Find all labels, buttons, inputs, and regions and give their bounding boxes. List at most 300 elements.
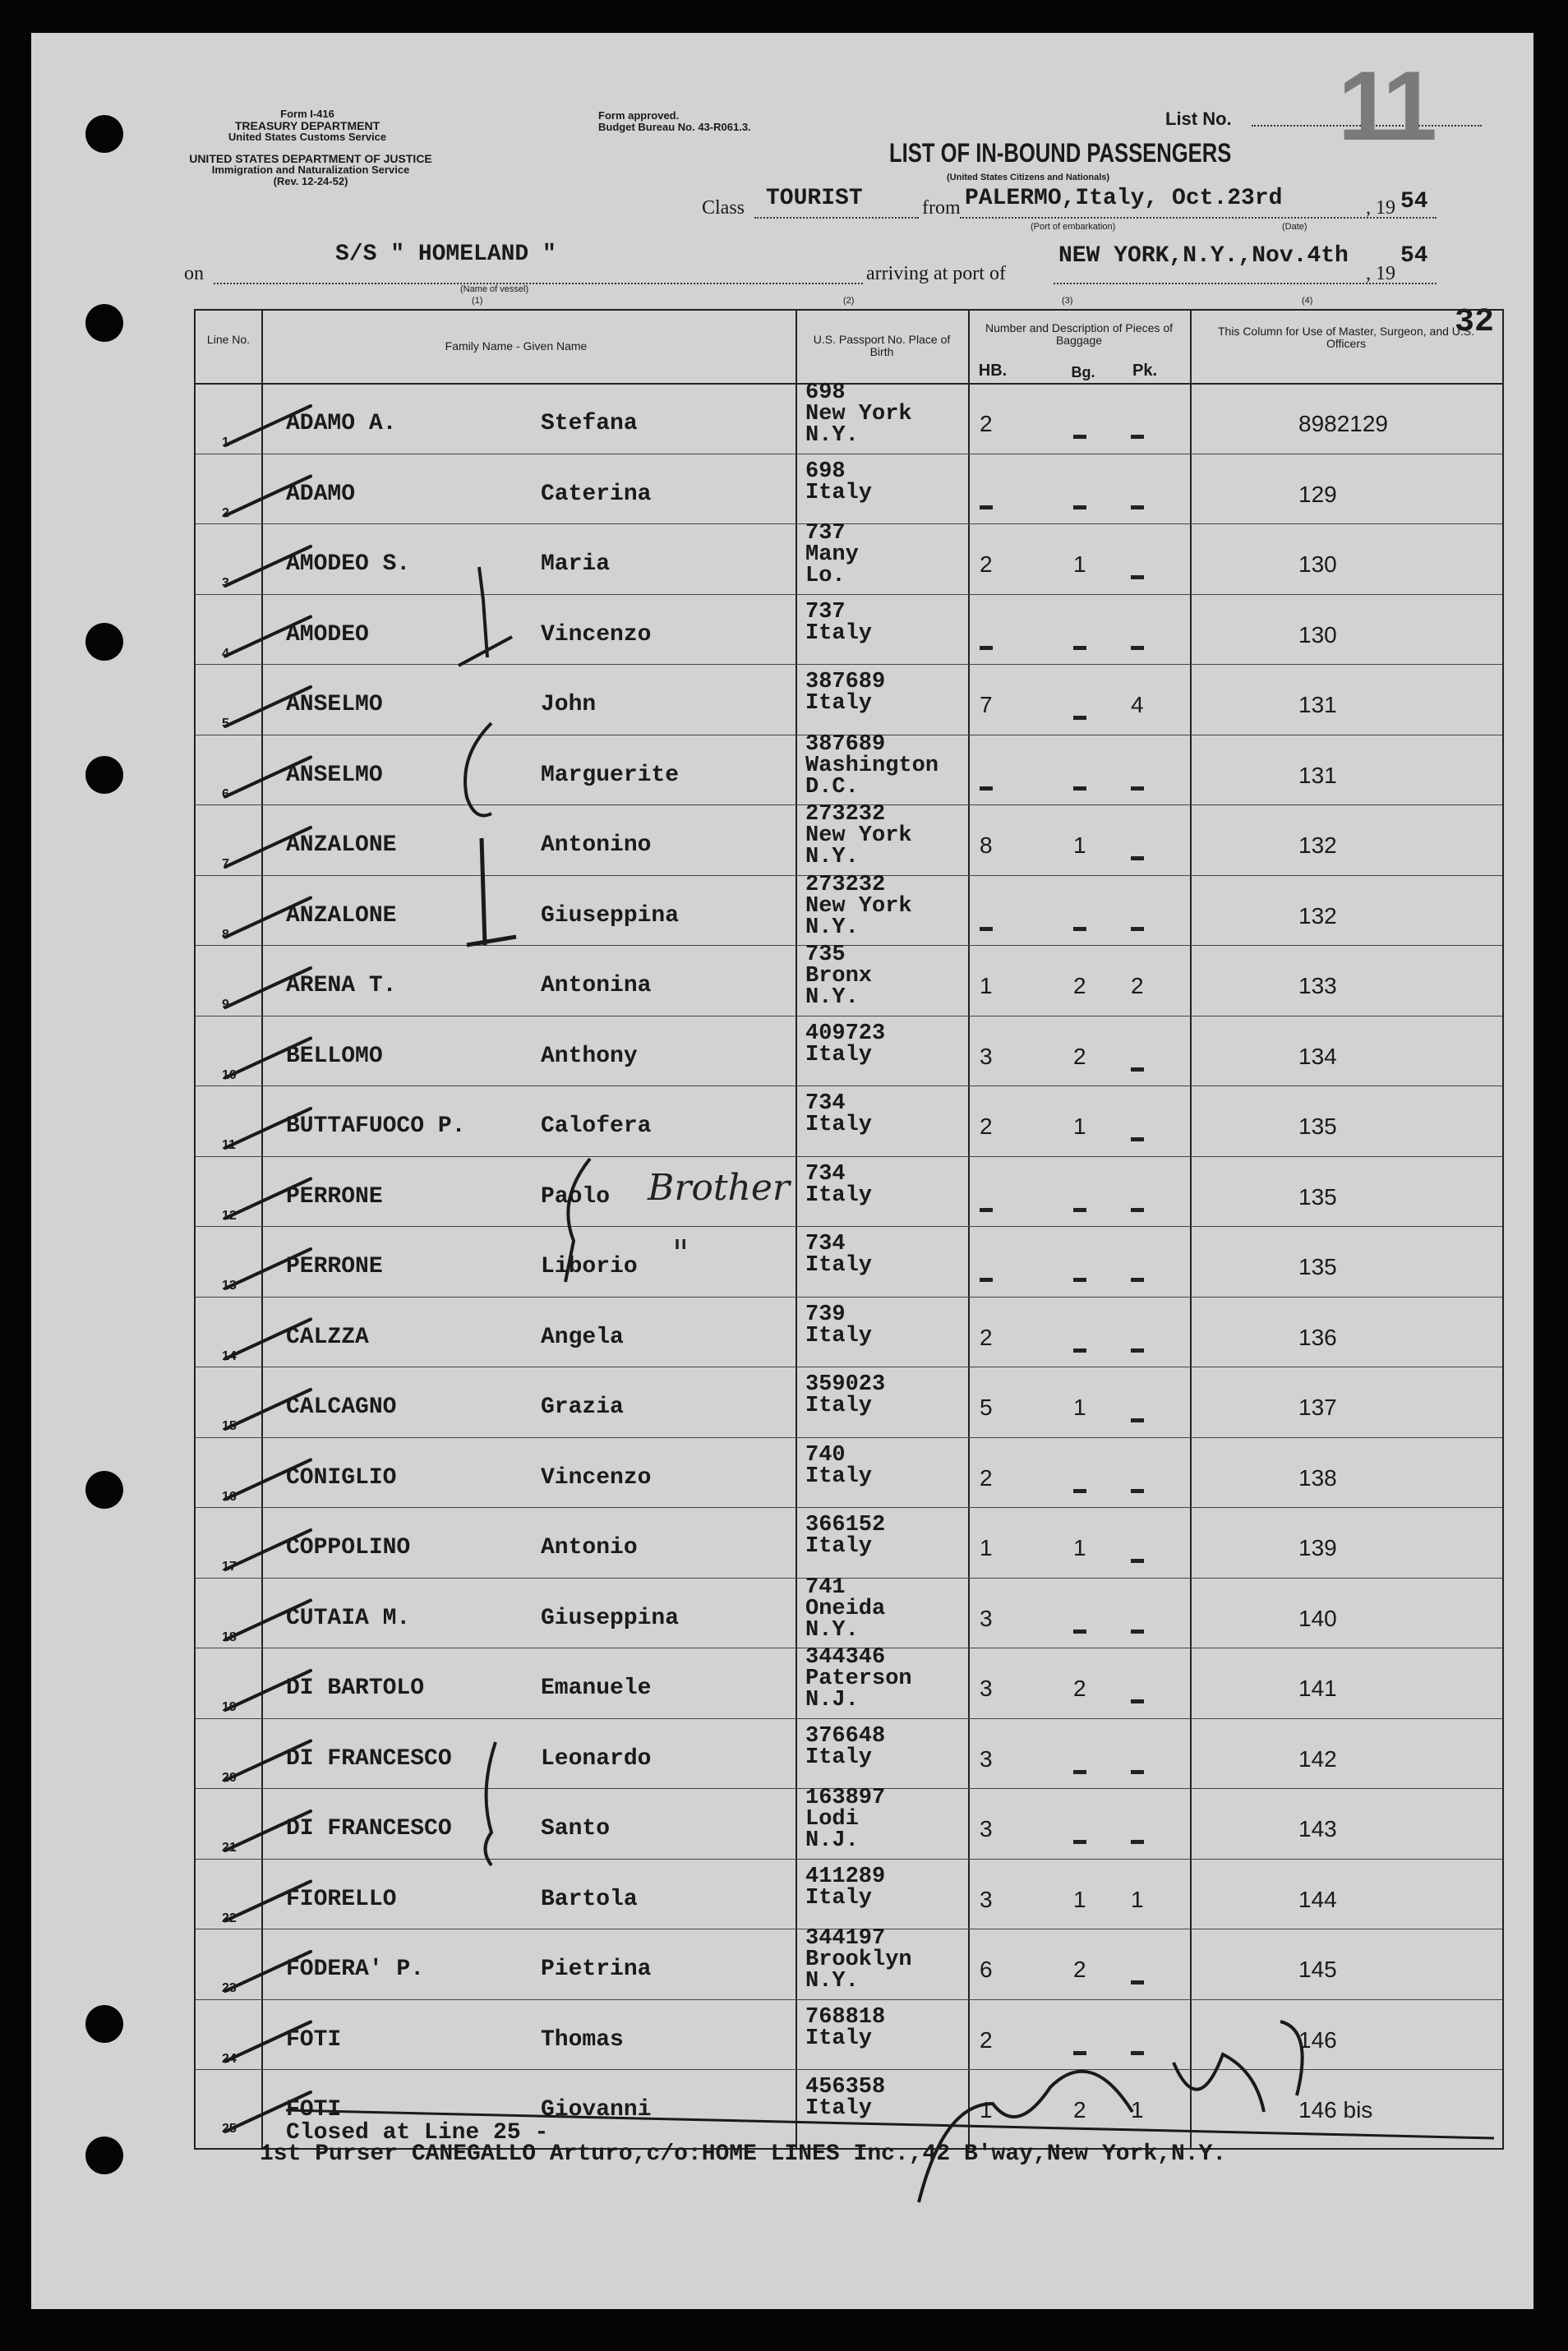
arriving-label: arriving at port of [866,263,1006,284]
punch-hole [85,623,123,661]
baggage-bg [1073,1265,1086,1292]
baggage-hb: 2 [980,1324,993,1350]
baggage-hb [980,493,993,519]
brother-annotation: Brother [648,1167,790,1209]
given-name: Bartola [541,1886,638,1912]
passport-line: N.Y. [805,423,859,448]
baggage-hb: 3 [980,1816,993,1842]
officer-number: 143 [1298,1816,1337,1842]
col-header-bg: Bg. [1071,364,1095,380]
given-name: Grazia [541,1394,624,1420]
passport-line: Washington [805,753,939,778]
passport-line: 344346 [805,1645,886,1670]
baggage-bg [1073,1828,1086,1854]
ditto-mark [1073,435,1086,439]
ditto-mark [1131,1137,1144,1141]
row-divider [196,1999,1502,2000]
given-name: Angela [541,1324,624,1350]
given-name: Vincenzo [541,621,652,648]
passport-line: Oneida [805,1596,886,1621]
family-name: DI FRANCESCO [286,1745,452,1772]
family-name: CALZZA [286,1324,369,1350]
family-name: FOTI [286,2097,342,2123]
ditto-mark [980,646,993,650]
ditto-mark [1131,1699,1144,1703]
baggage-bg [1073,422,1086,449]
given-name: Giuseppina [541,1605,680,1631]
baggage-pk [1131,2039,1144,2065]
col-num-4: (4) [1302,296,1313,306]
baggage-pk [1131,493,1144,519]
passport-line: 344197 [805,1926,886,1951]
family-name: ANSELMO [286,762,383,788]
baggage-pk [1131,844,1144,870]
baggage-bg [1073,774,1086,800]
given-name: Emanuele [541,1676,652,1701]
baggage-bg: 1 [1073,832,1086,858]
officer-number: 129 [1298,481,1337,507]
passport-line: 411289 [805,1864,886,1889]
punch-hole [85,756,123,794]
line-number: 23 [222,1981,237,1995]
passport-line: 735 [805,943,846,967]
passport-line: Lo. [805,564,846,588]
baggage-pk [1131,915,1144,941]
passport-line: Italy [805,1885,873,1911]
family-name: PERRONE [286,1254,383,1279]
passport-line: Italy [805,2026,873,2051]
line-number: 9 [222,998,229,1012]
baggage-hb: 5 [980,1394,993,1420]
given-name: Leonardo [541,1745,652,1772]
family-name: FODERA' P. [286,1957,425,1982]
given-name: Thomas [541,2026,624,2053]
row-divider [196,1226,1502,1227]
ditto-mark [1131,786,1144,791]
officer-number: 135 [1298,1113,1337,1139]
arrival-year: 54 [1400,243,1428,269]
officer-number: 8982129 [1298,411,1389,436]
ditto-mark [1073,786,1086,791]
row-divider [196,1437,1502,1438]
justice-block: UNITED STATES DEPARTMENT OF JUSTICE Immigration and Naturalization Service (Rev. 12-24-52) [189,152,432,187]
line-number: 24 [222,2051,237,2066]
baggage-hb: 3 [980,1745,993,1772]
passport-line: Italy [805,1464,873,1489]
ditto-mark [1131,646,1144,650]
given-name: Santo [541,1816,611,1842]
closed-note: Closed at Line 25 - [286,2120,549,2146]
line-number: 22 [222,1911,237,1925]
passport-line: 366152 [805,1513,886,1537]
ditto-mark [1073,1278,1086,1282]
baggage-hb: 3 [980,1605,993,1631]
col-header-officers: This Column for Use of Master, Surgeon, and U.S. Officers [1217,325,1475,350]
ditto-mark [1131,1489,1144,1493]
passport-line: New York [805,402,912,426]
baggage-pk [1131,1968,1144,1994]
ditto-mark [1131,1348,1144,1353]
passport-line: Paterson [805,1666,912,1691]
baggage-bg: 1 [1073,1886,1086,1912]
line-number: 10 [222,1067,237,1082]
baggage-bg: 1 [1073,551,1086,577]
passport-line: 273232 [805,802,886,827]
baggage-bg: 2 [1073,1043,1086,1069]
baggage-pk [1131,774,1144,800]
passport-line: Italy [805,1113,873,1137]
col-divider [968,311,970,2148]
ditto-mark [1073,505,1086,509]
baggage-hb: 3 [980,1886,993,1912]
officer-number: 138 [1298,1464,1337,1491]
baggage-hb: 3 [980,1676,993,1701]
family-name: ANZALONE [286,902,397,929]
passport-line: 734 [805,1161,846,1187]
class-rule [754,217,919,219]
baggage-hb: 3 [980,1043,993,1069]
baggage-pk [1131,422,1144,449]
list-label: List No. [1165,108,1232,129]
line-number: 2 [222,505,229,520]
title-sub: (United States Citizens and Nationals) [947,173,1110,182]
baggage-bg [1073,1617,1086,1643]
baggage-bg [1073,915,1086,941]
given-name: Antonino [541,832,652,858]
passport-line: Italy [805,1323,873,1348]
baggage-hb [980,915,993,941]
family-name: BUTTAFUOCO P. [286,1113,466,1139]
line-number: 7 [222,857,229,871]
baggage-pk [1131,1828,1144,1854]
baggage-bg [1073,634,1086,660]
given-name: Caterina [541,481,652,507]
family-name: DI FRANCESCO [286,1816,452,1842]
col-header-name: Family Name - Given Name [445,339,588,353]
officer-number: 139 [1298,1535,1337,1560]
date-caption: (Date) [1282,222,1307,232]
from-year-prefix: , 19 [1366,197,1395,219]
class-label: Class [702,197,745,219]
baggage-bg [1073,1196,1086,1222]
passport-line: Italy [805,1534,873,1559]
passport-line: N.J. [805,1688,859,1713]
baggage-hb: 2 [980,2026,993,2053]
passport-line: Italy [805,620,873,646]
passport-line: 768818 [805,2004,886,2030]
officer-number: 131 [1298,692,1337,717]
passport-line: Italy [805,480,873,505]
passport-line: 740 [805,1442,846,1468]
baggage-bg: 2 [1073,1957,1086,1982]
ditto-mark [1131,1418,1144,1422]
line-number: 12 [222,1208,237,1223]
baggage-pk [1131,1055,1144,1081]
given-name: Stefana [541,411,638,436]
family-name: ANSELMO [286,692,383,717]
passport-line: 273232 [805,872,886,897]
passport-line: N.Y. [805,915,859,940]
passport-line: 387689 [805,670,886,694]
ditto-mark [1131,435,1144,439]
baggage-hb: 2 [980,1113,993,1139]
passport-line: 698 [805,380,846,405]
row-divider [196,1156,1502,1157]
baggage-bg: 2 [1073,973,1086,998]
ditto-mark [1131,1067,1144,1072]
passport-line: Italy [805,1394,873,1418]
arrival-value: NEW YORK,N.Y.,Nov.4th [1058,243,1349,269]
baggage-hb [980,774,993,800]
line-number: 17 [222,1560,237,1574]
passport-line: 387689 [805,731,886,757]
passport-line: Italy [805,1182,873,1208]
family-name: CALCAGNO [286,1394,397,1420]
officer-number: 144 [1298,1886,1337,1912]
baggage-hb: 6 [980,1957,993,1982]
baggage-hb: 2 [980,411,993,436]
ditto-mark [980,1208,993,1212]
ditto-mark [980,927,993,931]
line-number: 25 [222,2122,237,2136]
from-year: 54 [1400,189,1428,214]
passport-line: N.J. [805,1828,859,1853]
col-num-3: (3) [1062,296,1073,306]
baggage-pk [1131,1617,1144,1643]
passport-line: 734 [805,1232,846,1256]
ditto-mark [1131,1278,1144,1282]
col-num-2: (2) [843,296,855,306]
family-name: ADAMO [286,481,356,507]
passport-line: D.C. [805,774,859,800]
row-divider [196,1718,1502,1719]
row-divider [196,664,1502,665]
passport-line: Italy [805,1745,873,1770]
line-number: 8 [222,927,229,942]
row-divider [196,1859,1502,1860]
ditto-mark [1131,1980,1144,1985]
line-number: 18 [222,1630,237,1644]
arrival-year-prefix: , 19 [1366,263,1395,284]
given-name: Paolo [541,1183,611,1210]
officer-number: 140 [1298,1605,1337,1631]
family-name: AMODEO [286,621,369,648]
form-block: Form I-416 TREASURY DEPARTMENT United States Customs Service [228,108,387,143]
officer-number: 142 [1298,1745,1337,1772]
ditto-mark [980,505,993,509]
ditto-mark [1131,856,1144,860]
col-header-line: Line No. [206,333,251,346]
baggage-pk [1131,1406,1144,1432]
class-value: TOURIST [766,186,863,211]
baggage-hb: 7 [980,692,993,717]
punch-hole [85,2137,123,2174]
line-number: 1 [222,436,229,449]
baggage-hb: 1 [980,1535,993,1560]
baggage-pk [1131,1687,1144,1713]
from-value: PALERMO,Italy, Oct.23rd [965,186,1283,211]
officer-number: 135 [1298,1183,1337,1210]
baggage-hb: 2 [980,551,993,577]
purser-note: 1st Purser CANEGALLO Arturo,c/o:HOME LINES Inc.,42 B'way,New York,N.Y. [260,2141,1227,2167]
officer-number: 137 [1298,1394,1337,1420]
from-rule [960,217,1437,219]
line-number: 11 [222,1138,236,1152]
passport-line: 737 [805,599,846,625]
family-name: CONIGLIO [286,1464,397,1491]
ditto-annotation: " [672,1233,689,1275]
family-name: PERRONE [286,1183,383,1210]
page-number: 32 [1455,304,1495,341]
passport-line: 376648 [805,1723,886,1749]
list-number: 11 [1338,51,1432,161]
baggage-bg [1073,493,1086,519]
baggage-bg: 1 [1073,1113,1086,1139]
col-num-1: (1) [472,296,483,306]
family-name: FOTI [286,2026,342,2053]
punch-hole [85,115,123,153]
baggage-hb [980,1265,993,1292]
ditto-mark [1131,2051,1144,2055]
passport-line: 359023 [805,1372,886,1397]
baggage-bg: 2 [1073,2097,1086,2123]
passport-line: 409723 [805,1021,886,1046]
given-name: Vincenzo [541,1464,652,1491]
budget-block: Form approved. Budget Bureau No. 43-R061.3. [598,109,751,133]
passport-line: Lodi [805,1807,859,1832]
officer-number: 146 [1298,2026,1337,2053]
ditto-mark [1073,646,1086,650]
family-name: ANZALONE [286,832,397,858]
manifest-sheet [31,33,1533,2309]
ditto-mark [1073,716,1086,720]
row-divider [196,2069,1502,2070]
baggage-hb [980,1196,993,1222]
vessel-caption: (Name of vessel) [460,284,529,294]
col-header-passport: U.S. Passport No. Place of Birth [813,333,951,358]
passport-line: 456358 [805,2075,886,2100]
officer-number: 130 [1298,551,1337,577]
ditto-mark [1131,1559,1144,1563]
baggage-pk: 1 [1131,1886,1144,1912]
ditto-mark [1131,1630,1144,1634]
officer-number: 135 [1298,1254,1337,1279]
given-name: Pietrina [541,1957,652,1982]
passport-line: N.Y. [805,1617,859,1643]
given-name: Liborio [541,1254,638,1279]
line-number: 16 [222,1489,237,1504]
line-number: 19 [222,1700,237,1714]
col-header-pk: Pk. [1132,362,1158,380]
col-divider [261,311,263,2148]
ditto-mark [1131,1208,1144,1212]
family-name: FIORELLO [286,1886,397,1912]
col-divider [1190,311,1192,2148]
passport-line: 734 [805,1091,846,1116]
passport-line: Italy [805,2096,873,2121]
baggage-pk [1131,1547,1144,1573]
baggage-bg [1073,703,1086,730]
officer-number: 132 [1298,902,1337,929]
ditto-mark [1073,1489,1086,1493]
row-divider [196,1297,1502,1298]
from-label: from [922,197,961,219]
ditto-mark [1131,505,1144,509]
col-divider [796,311,797,2148]
baggage-pk [1131,1758,1144,1784]
page-title: LIST OF IN-BOUND PASSENGERS [889,138,1232,168]
punch-hole [85,304,123,342]
baggage-hb: 2 [980,1464,993,1491]
punch-hole [85,2005,123,2043]
baggage-hb: 1 [980,973,993,998]
row-divider [196,1578,1502,1579]
baggage-bg: 2 [1073,1676,1086,1701]
baggage-pk [1131,1336,1144,1362]
passport-line: Italy [805,691,873,716]
passport-line: Italy [805,1042,873,1067]
officer-number: 130 [1298,621,1337,648]
family-name: BELLOMO [286,1043,383,1069]
ditto-mark [980,786,993,791]
passport-line: New York [805,893,912,919]
given-name: Antonina [541,973,652,998]
family-name: ADAMO A. [286,411,397,436]
baggage-pk: 2 [1131,973,1144,998]
line-number: 15 [222,1419,237,1433]
family-name: COPPOLINO [286,1535,411,1560]
on-label: on [184,263,204,284]
line-number: 4 [222,646,229,661]
baggage-bg [1073,1758,1086,1784]
officer-number: 132 [1298,832,1337,858]
officer-number: 136 [1298,1324,1337,1350]
baggage-pk [1131,1265,1144,1292]
baggage-bg: 1 [1073,1394,1086,1420]
ditto-mark [1073,1208,1086,1212]
given-name: Giovanni [541,2097,652,2123]
officer-number: 134 [1298,1043,1337,1069]
ditto-mark [1131,1770,1144,1774]
passport-line: Many [805,542,859,567]
given-name: Anthony [541,1043,638,1069]
ditto-mark [1073,2051,1086,2055]
family-name: ARENA T. [286,973,397,998]
given-name: Maria [541,551,611,577]
ditto-mark [980,1278,993,1282]
given-name: Antonio [541,1535,638,1560]
line-number: 14 [222,1348,237,1363]
passport-line: Italy [805,1253,873,1278]
officer-number: 133 [1298,973,1337,998]
passenger-table [194,309,1504,2150]
port-caption: (Port of embarkation) [1031,222,1116,232]
passport-line: Brooklyn [805,1948,912,1972]
row-divider [196,594,1502,595]
officer-number: 131 [1298,762,1337,788]
passport-line: N.Y. [805,985,859,1010]
given-name: Giuseppina [541,902,680,929]
row-divider [196,945,1502,946]
family-name: DI BARTOLO [286,1676,425,1701]
line-number: 13 [222,1279,237,1293]
baggage-pk [1131,1196,1144,1222]
baggage-pk [1131,1125,1144,1151]
passport-line: 739 [805,1302,846,1327]
ditto-mark [1073,1770,1086,1774]
baggage-pk: 1 [1131,2097,1144,2123]
officer-number: 146 bis [1298,2097,1373,2123]
